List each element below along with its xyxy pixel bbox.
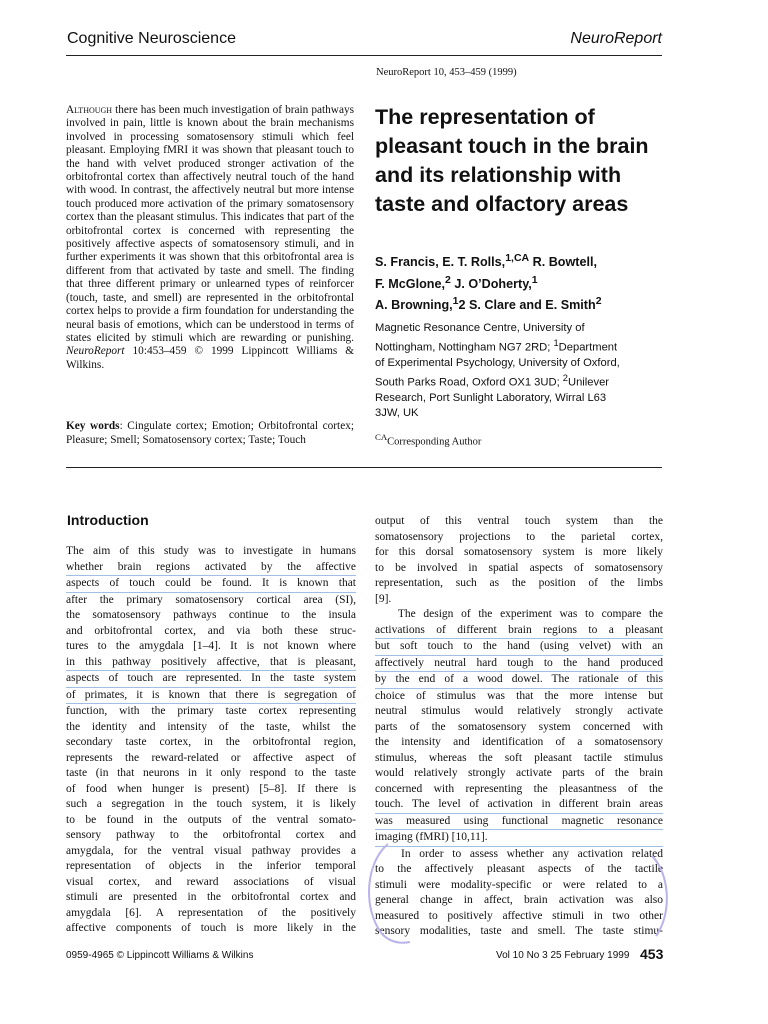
- author-list: [375, 250, 675, 315]
- body-line: amygdala, for the ventral visual pathway provides a: [66, 844, 356, 857]
- body-line: touch. The level of activation in different brain areas: [375, 797, 663, 814]
- body-line: the somatosensory pathways continue to the insula: [66, 609, 356, 621]
- body-line: representation, such as the position of the limbs: [375, 577, 663, 589]
- journal-section-label: Cognitive Neuroscience: [67, 30, 236, 47]
- body-line: stimulus, whereas the soft pleasant tactile stimulus: [375, 751, 663, 764]
- page-number: 453: [640, 946, 664, 962]
- body-line: [9].: [375, 592, 392, 605]
- corresponding-author-note: $^{CA}$Corresponding Author: [375, 432, 482, 448]
- body-line: output of this ventral touch system than the: [375, 515, 663, 527]
- body-line: whether brain regions activated by the affective: [66, 560, 356, 577]
- body-line: concerned with representing the pleasantness of the: [375, 782, 663, 795]
- abstract-journal: NeuroReport: [66, 345, 125, 358]
- body-line: and orbitofrontal cortex, and via both these struc-: [66, 624, 356, 637]
- body-line: stimuli are presented in the orbitofrontal cortex and: [66, 891, 356, 903]
- header-divider: [66, 55, 662, 56]
- body-line: by the end of a wood dowel. The rationale of this: [375, 672, 663, 689]
- affiliation-line: Research, Port Sunlight Laboratory, Wirral L63: [375, 392, 607, 405]
- body-column-right: [375, 514, 663, 940]
- body-line: The aim of this study was to investigate in humans: [66, 545, 356, 557]
- keywords: [66, 419, 354, 447]
- affiliations: [375, 321, 665, 422]
- abstract-text: there has been much investigation of brain pathways involved in pain, little is known about the brain mechanisms involved in processing somatosensory stimuli which feel pleasant. Employing fMRI it was shown that pleasant touch to the hand with velvet produced stronger activation of the orbitofrontal cortex than affectively neutral touch of the hand with wood. In contrast, the affectively neutral but more intense touch produced more activation of the primary somatosensory cortex than the pleasant stimulus. This indicates that part of the orbitofrontal cortex is concerned with representing the positively affective aspects of somatosensory stimuli, and in further experiments it was shown that this orbitofrontal area is different from that activated by taste and smell. The finding that three different primary or unlearned types of reinforcer (touch, taste, and smell) are represented in the orbitofrontal cortex helps to provide a firm foundation for understanding the neural basis of emotions, which can be understood in terms of states elicited by stimuli which are rewarding or punishing.: [66, 104, 354, 344]
- section-heading: Introduction: [67, 512, 149, 528]
- body-line: In order to assess whether any activation related: [375, 847, 663, 860]
- body-line: amygdala [6]. A representation of the positively: [66, 906, 356, 919]
- body-line: function, with the primary taste cortex representing: [66, 705, 356, 717]
- citation-line: NeuroReport 10, 453–459 (1999): [376, 67, 517, 78]
- body-line: activations of different brain regions to a pleasant: [375, 623, 663, 640]
- affiliation-line: 3JW, UK: [375, 407, 419, 420]
- body-line: The design of the experiment was to compare the: [375, 608, 663, 620]
- body-line: of primates, it is known that there is segregation of: [66, 688, 356, 705]
- body-line: somatosensory projections to the parietal cortex,: [375, 530, 663, 543]
- body-column-left: [66, 544, 356, 937]
- body-line: was measured using functional magnetic resonance: [375, 814, 663, 831]
- body-line: taste (in that neurons in it only respond to the taste: [66, 767, 356, 779]
- body-line: visual cortex, and reward associations of visual: [66, 875, 356, 888]
- affiliation-line: Magnetic Resonance Centre, University of: [375, 322, 585, 334]
- body-line: parts of the somatosensory system concerned with: [375, 720, 663, 733]
- body-line: but soft touch to the hand (using velvet) with an: [375, 639, 663, 656]
- body-line: of food when hunger is present) [5–8]. If there is: [66, 782, 356, 795]
- keywords-text: : Cingulate cortex; Emotion; Orbitofrontal cortex; Pleasure; Smell; Somatosensory cortex; Taste; Touch: [66, 420, 354, 446]
- body-line: affective components of touch is more likely in the: [66, 922, 356, 934]
- body-line: general change in affect, brain activation was also: [375, 894, 663, 906]
- body-line: aspects of touch could be found. It is known that: [66, 576, 356, 593]
- body-line: sensory pathway to the orbitofrontal cortex and: [66, 829, 356, 841]
- body-line: imaging (fMRI) [10,11].: [375, 830, 663, 847]
- body-line: choice of stimulus was that the more intense but: [375, 689, 663, 702]
- body-line: measured to positively affective stimuli in two other: [375, 909, 663, 922]
- article-title: The representation of pleasant touch in the brain and its relationship with taste and olfactory areas: [375, 105, 649, 216]
- body-line: would relatively strongly activate parts of the brain: [375, 767, 663, 779]
- abstract: [66, 104, 354, 372]
- body-line: to be involved in spatial aspects of somatosensory: [375, 561, 663, 574]
- body-line: for this dorsal somatosensory system is more likely: [375, 546, 663, 558]
- body-line: stimuli were modality-specific or were related to a: [375, 878, 663, 891]
- body-line: to be found in the outputs of the ventral somato-: [66, 813, 356, 826]
- section-divider: [66, 467, 662, 468]
- journal-name: NeuroReport: [570, 30, 662, 47]
- issn-footer: 0959-4965 © Lippincott Williams & Wilkins: [66, 950, 254, 961]
- body-line: secondary taste cortex, in the orbitofrontal region,: [66, 736, 356, 748]
- body-line: tures to the amygdala [1–4]. It is not known where: [66, 640, 356, 652]
- body-line: in this pathway positively affective, that is pleasant,: [66, 655, 356, 672]
- affiliation-line: of Experimental Psychology, University of Oxford,: [375, 357, 620, 370]
- issue-footer: Vol 10 No 3 25 February 1999: [496, 950, 630, 961]
- abstract-lead-word: Although: [66, 104, 113, 116]
- keywords-label: Key words: [66, 420, 120, 432]
- body-line: aspects of touch are represented. In the taste system: [66, 671, 356, 688]
- affiliation-line: Nottingham, Nottingham NG7 2RD; $^1$Department: [375, 338, 618, 354]
- body-line: after the primary somatosensory cortical area (SI),: [66, 593, 356, 606]
- author-line: A. Browning,$^1$2 S. Clare and E. Smith$^2$: [375, 295, 602, 313]
- body-line: the intensity and identification of a somatosensory: [375, 736, 663, 748]
- body-line: affectively neutral hard tough to the hand produced: [375, 656, 663, 673]
- body-line: the identity and intensity of the taste, whilst the: [66, 720, 356, 733]
- body-line: neutral stimulus would relatively strongly activate: [375, 705, 663, 717]
- body-line: representation of objects in the inferior temporal: [66, 860, 356, 872]
- author-line: S. Francis, E. T. Rolls,$^{1,CA}$ R. Bowtell,: [375, 252, 597, 270]
- body-line: to the affectively pleasant aspects of the tactile: [375, 863, 663, 875]
- body-line: represents the reward-related or affective aspect of: [66, 751, 356, 764]
- affiliation-line: South Parks Road, Oxford OX1 3UD; $^2$Unilever: [375, 373, 610, 390]
- abstract-copyright: 10:453–459 © 1999 Lippincott Williams & Wilkins.: [66, 345, 354, 371]
- author-line: F. McGlone,$^2$ J. O’Doherty,$^1$: [375, 273, 538, 291]
- body-line: sensory modalities, taste and smell. The taste stimu-: [375, 925, 663, 937]
- body-line: such a segregation in the touch system, it is likely: [66, 798, 356, 810]
